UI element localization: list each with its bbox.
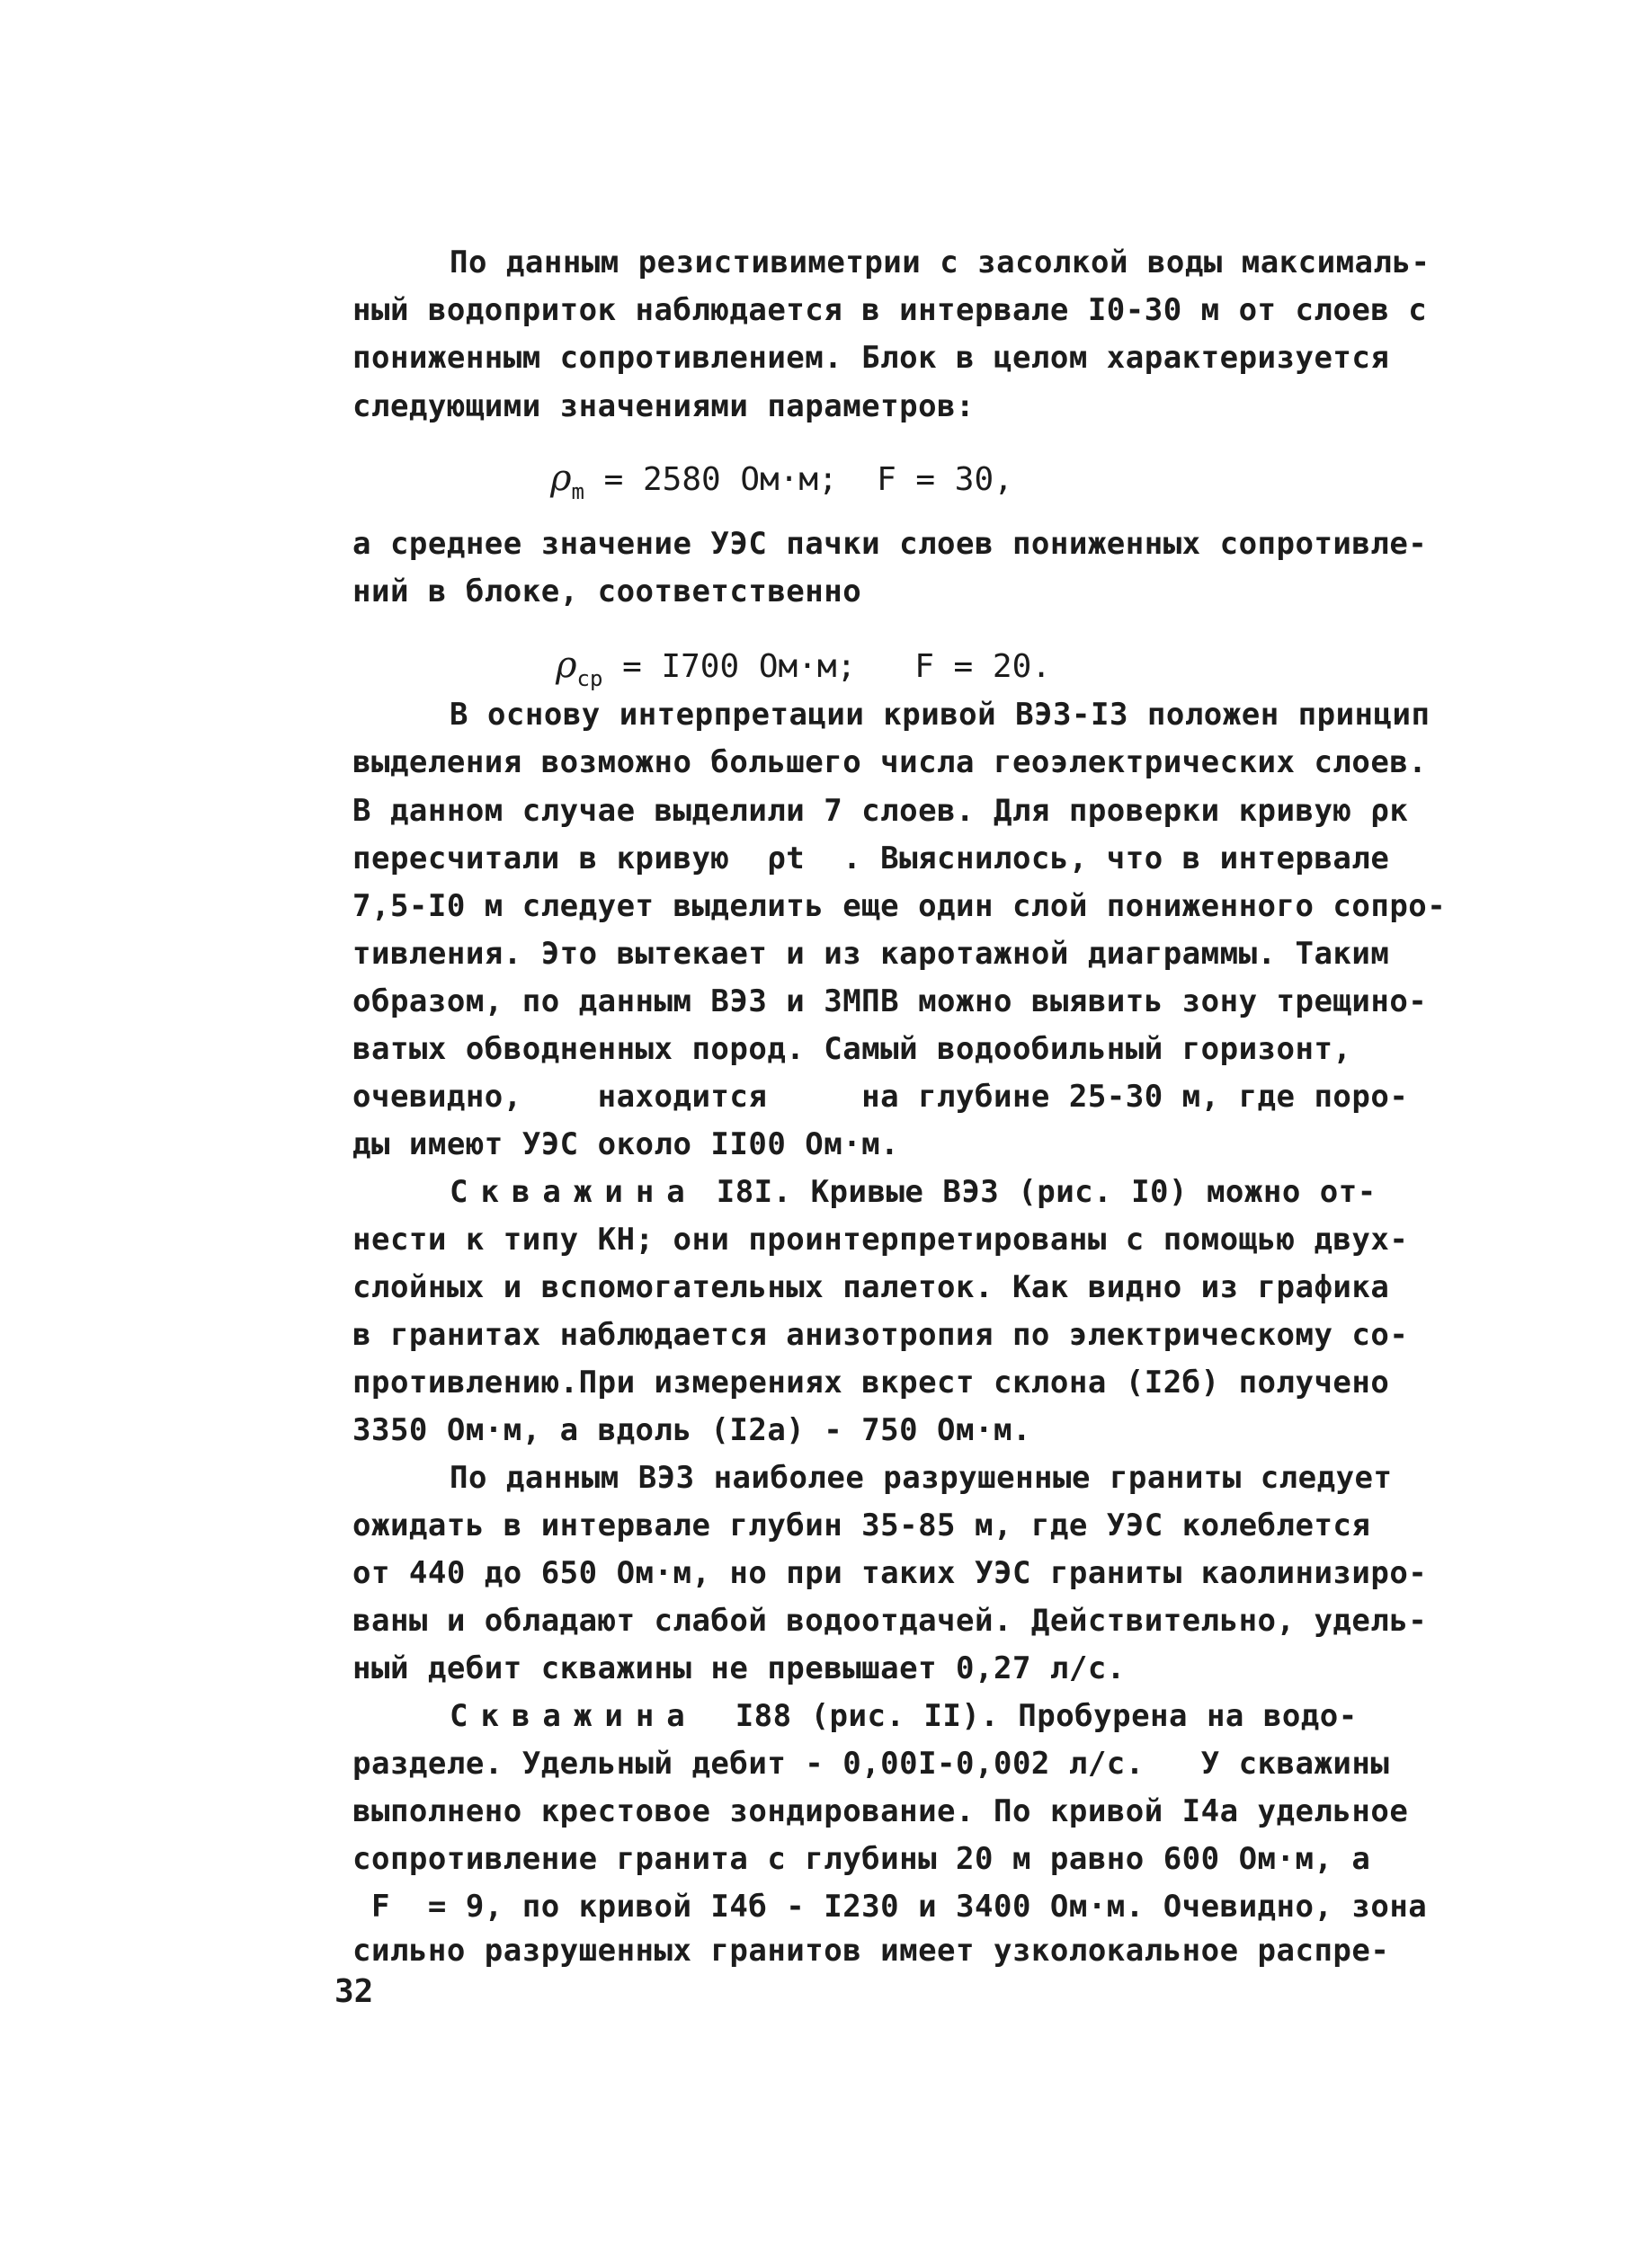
section-heading: Скважина — [450, 1174, 698, 1210]
text-line: пониженным сопротивлением. Блок в целом характеризуется — [352, 340, 1390, 376]
text-line: нести к типу КН; они проинтерпретированы с помощью двух- — [352, 1222, 1409, 1258]
text-line: образом, по данным ВЭЗ и ЗМПВ можно выявить зону трещино- — [352, 983, 1428, 1019]
text-line: сопротивление гранита с глубины 20 м равно 600 Ом·м, а — [352, 1841, 1371, 1877]
text-line: 7,5-I0 м следует выделить еще один слой пониженного сопро- — [352, 888, 1447, 924]
text-line: По данным ВЭЗ наиболее разрушенные граниты следует — [450, 1460, 1393, 1496]
heading-continuation: I88 (рис. II). Пробурена на водо- — [697, 1698, 1358, 1734]
text-line: следующими значениями параметров: — [352, 388, 976, 424]
text-line: пересчитали в кривую ρt . Выяснилось, что в интервале — [352, 840, 1390, 876]
text-line: ожидать в интервале глубин 35-85 м, где УЭС колеблется — [352, 1508, 1371, 1543]
heading-continuation: I8I. Кривые ВЭЗ (рис. I0) можно от- — [697, 1174, 1377, 1210]
text-line: разделе. Удельный дебит - 0,00I-0,002 л/с. У скважины — [352, 1746, 1390, 1782]
text-line: выполнено крестовое зондирование. По кривой I4а удельное — [352, 1793, 1409, 1829]
text-line: противлению.При измерениях вкрест склона (I2б) получено — [352, 1365, 1390, 1401]
text-line: а среднее значение УЭС пачки слоев пониженных сопротивле- — [352, 526, 1428, 562]
rho-symbol: ρ — [550, 458, 572, 499]
text-line: В основу интерпретации кривой ВЭЗ-I3 положен принцип — [450, 697, 1431, 733]
formula-rho-sr — [556, 647, 1051, 697]
text-line: от 440 до 650 Ом·м, но при таких УЭС граниты каолинизиро- — [352, 1555, 1428, 1591]
text-line: ваны и обладают слабой водоотдачей. Действительно, удель- — [352, 1603, 1428, 1639]
text-line: ный водоприток наблюдается в интервале I0-30 м от слоев с — [352, 292, 1428, 328]
text-line: ний в блоке, соответственно — [352, 574, 862, 609]
formula-text: = I700 Ом·м; F = 20. — [602, 648, 1051, 685]
text-line: ный дебит скважины не превышает 0,27 л/с. — [352, 1650, 1126, 1686]
formula-rho-m — [550, 460, 1013, 510]
rho-subscript: m — [571, 479, 584, 504]
text-line: В данном случае выделили 7 слоев. Для проверки кривую ρк — [352, 793, 1409, 829]
text-line — [450, 1698, 1358, 1734]
text-line: очевидно, находится на глубине 25-30 м, где поро- — [352, 1079, 1409, 1115]
text-line: сильно разрушенных гранитов имеет узколокальное распре- — [352, 1933, 1390, 1969]
text-line: ватых обводненных пород. Самый водообильный горизонт, — [352, 1031, 1352, 1067]
text-line: выделения возможно большего числа геоэлектрических слоев. — [352, 744, 1428, 780]
text-line: в гранитах наблюдается анизотропия по электрическому со- — [352, 1317, 1409, 1353]
text-line: 3350 Ом·м, а вдоль (I2а) - 750 Ом·м. — [352, 1412, 1031, 1448]
text-line: ды имеют УЭС около II00 Ом·м. — [352, 1126, 900, 1162]
text-line: слойных и вспомогательных палеток. Как видно из графика — [352, 1269, 1390, 1305]
text-line: По данным резистивиметрии с засолкой воды максималь- — [450, 245, 1431, 280]
text-line: F = 9, по кривой I4б - I230 и 3400 Ом·м. Очевидно, зона — [352, 1889, 1428, 1925]
page-number: 32 — [334, 1973, 374, 2010]
text-line: тивления. Это вытекает и из каротажной диаграммы. Таким — [352, 936, 1390, 972]
rho-symbol: ρ — [556, 645, 577, 686]
text-line — [450, 1174, 1377, 1210]
section-heading: Скважина — [450, 1698, 698, 1734]
rho-subscript: ср — [576, 666, 603, 691]
formula-text: = 2580 Ом·м; F = 30, — [584, 461, 1013, 498]
